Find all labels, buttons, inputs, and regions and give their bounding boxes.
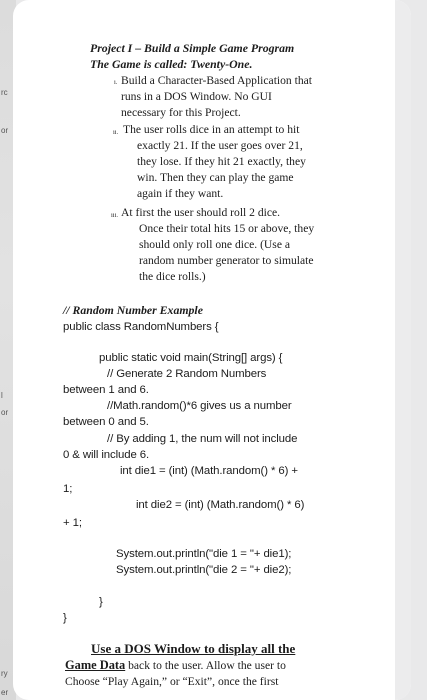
side-fragment: or bbox=[1, 126, 9, 135]
code-line: System.out.println("die 1 = "+ die1); bbox=[116, 548, 292, 560]
code-line: between 0 and 5. bbox=[63, 416, 149, 428]
code-line: //Math.random()*6 gives us a number bbox=[107, 400, 292, 412]
side-fragment: rc bbox=[1, 88, 8, 97]
side-fragment: or bbox=[1, 408, 9, 417]
side-fragment: er bbox=[1, 688, 9, 697]
list-item-line: again if they want. bbox=[137, 187, 224, 200]
list-numeral: ii. bbox=[113, 129, 119, 136]
list-item-line: Once their total hits 15 or above, they bbox=[139, 222, 315, 235]
instruction-line: Choose “Play Again,” or “Exit”, once the first bbox=[65, 675, 279, 688]
code-line: // By adding 1, the num will not include bbox=[107, 433, 298, 445]
list-item-line: win. Then they can play the game bbox=[137, 171, 294, 184]
code-line: 1; bbox=[63, 483, 73, 495]
code-line: 0 & will include 6. bbox=[63, 449, 150, 461]
side-fragment: ry bbox=[1, 669, 8, 678]
document-card bbox=[13, 0, 411, 700]
code-line: public static void main(String[] args) { bbox=[99, 352, 283, 364]
list-item-line: should only roll one dice. (Use a bbox=[139, 238, 291, 251]
instruction-line bbox=[65, 658, 286, 673]
code-heading: // Random Number Example bbox=[63, 303, 203, 317]
list-item-line: the dice rolls.) bbox=[139, 270, 206, 283]
list-item-line: runs in a DOS Window. No GUI bbox=[121, 90, 272, 103]
list-item-line: Build a Character-Based Application that bbox=[121, 74, 313, 87]
list-item-line: At first the user should roll 2 dice. bbox=[121, 206, 281, 219]
list-item-line: The user rolls dice in an attempt to hit bbox=[123, 123, 300, 136]
code-line: System.out.println("die 2 = "+ die2); bbox=[116, 564, 292, 576]
code-line: } bbox=[99, 596, 103, 608]
list-numeral: i. bbox=[114, 79, 118, 86]
list-item-line: random number generator to simulate bbox=[139, 254, 314, 267]
code-line: + 1; bbox=[63, 517, 82, 529]
code-line: public class RandomNumbers { bbox=[63, 321, 219, 333]
page-subtitle: The Game is called: Twenty-One. bbox=[90, 57, 253, 71]
list-item-line: they lose. If they hit 21 exactly, they bbox=[137, 155, 306, 168]
list-item-line: necessary for this Project. bbox=[121, 106, 241, 119]
instruction-rest: back to the user. Allow the user to bbox=[125, 659, 286, 672]
code-line: between 1 and 6. bbox=[63, 384, 149, 396]
instruction-emphasis: Game Data bbox=[65, 658, 126, 672]
list-numeral: iii. bbox=[111, 212, 119, 219]
list-item-line: exactly 21. If the user goes over 21, bbox=[137, 139, 303, 152]
code-line: // Generate 2 Random Numbers bbox=[107, 368, 267, 380]
right-edge-shade bbox=[395, 0, 411, 700]
instruction-heading: Use a DOS Window to display all the bbox=[91, 641, 296, 656]
code-line: } bbox=[63, 612, 67, 624]
side-fragment: l bbox=[1, 391, 3, 400]
code-line: int die2 = (int) (Math.random() * 6) bbox=[136, 499, 305, 511]
page-title: Project I – Build a Simple Game Program bbox=[90, 41, 295, 55]
code-line: int die1 = (int) (Math.random() * 6) + bbox=[120, 465, 298, 477]
